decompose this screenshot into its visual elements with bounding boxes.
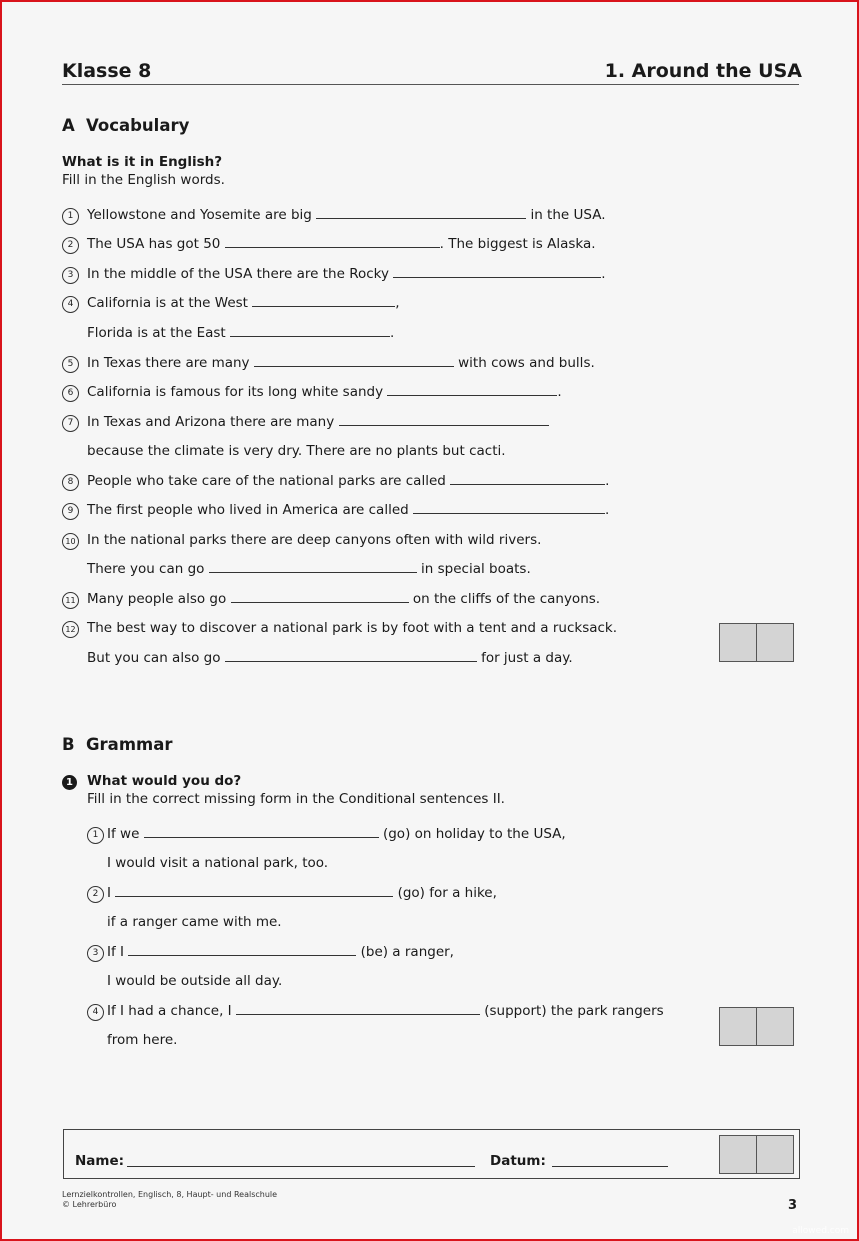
item-text-end: on the cliffs of the canyons. (412, 591, 601, 607)
section-a-instruction: Fill in the English words. (62, 172, 225, 188)
vocab-item-7 (87, 414, 549, 430)
item-text: If we (107, 826, 140, 842)
item-text-end: . (605, 473, 610, 489)
item-number: 1 (87, 827, 104, 844)
section-b-title: Grammar (86, 735, 173, 754)
grammar-item-1-continued: I would visit a national park, too. (107, 855, 329, 871)
section-a-letter: A (62, 116, 75, 135)
vocab-item-7-continued: because the climate is very dry. There are no plants but cacti. (87, 443, 506, 459)
grammar-item-4-continued: from here. (107, 1032, 178, 1048)
answer-blank[interactable] (115, 885, 393, 897)
item-text-end: . (557, 384, 562, 400)
item-number: 10 (62, 533, 79, 550)
item-text-end: (go) on holiday to the USA, (382, 826, 566, 842)
vocab-item-2 (87, 236, 596, 252)
item-text: The USA has got 50 (87, 236, 221, 252)
item-text-end: (support) the park rangers (484, 1003, 664, 1019)
answer-blank[interactable] (387, 384, 557, 396)
answer-blank[interactable] (413, 502, 605, 514)
section-b-heading (62, 735, 172, 754)
answer-blank[interactable] (236, 1003, 480, 1015)
grammar-item-2-continued: if a ranger came with me. (107, 914, 282, 930)
item-text-end: for just a day. (481, 650, 573, 666)
item-text: In Texas and Arizona there are many (87, 414, 335, 430)
grammar-item-3 (107, 944, 454, 960)
answer-blank[interactable] (450, 473, 605, 485)
answer-blank[interactable] (231, 591, 409, 603)
vocab-item-8 (87, 473, 609, 489)
item-number: 6 (62, 385, 79, 402)
page-number: 3 (787, 1198, 797, 1213)
item-text-end: (go) for a hike, (397, 885, 497, 901)
item-text-end: in the USA. (530, 207, 606, 223)
item-text-end: in special boats. (421, 561, 531, 577)
section-b-letter: B (62, 735, 75, 754)
answer-blank[interactable] (254, 355, 454, 367)
vocab-item-10: In the national parks there are deep canyons often with wild rivers. (87, 532, 542, 548)
item-number: 8 (62, 474, 79, 491)
section-b-instruction: Fill in the correct missing form in the Conditional sentences II. (87, 791, 505, 807)
date-field[interactable] (552, 1166, 668, 1167)
vocab-item-5 (87, 355, 595, 371)
item-text: Yellowstone and Yosemite are big (87, 207, 312, 223)
footer-copyright: © Lehrerbüro (62, 1200, 117, 1209)
item-number: 2 (62, 237, 79, 254)
grammar-item-3-continued: I would be outside all day. (107, 973, 283, 989)
item-text-end: . (601, 266, 606, 282)
item-number: 4 (62, 296, 79, 313)
score-box-half (720, 624, 757, 661)
vocab-item-10-continued (87, 561, 531, 577)
item-text: But you can also go (87, 650, 221, 666)
answer-blank[interactable] (339, 414, 549, 426)
vocab-item-4 (87, 295, 400, 311)
item-text: There you can go (87, 561, 205, 577)
grammar-item-2 (107, 885, 497, 901)
item-text-end: . (605, 502, 610, 518)
item-number: 5 (62, 356, 79, 373)
name-field[interactable] (127, 1166, 475, 1167)
section-a-question: What is it in English? (62, 154, 223, 170)
class-label: Klasse 8 (62, 60, 152, 82)
grammar-item-4 (107, 1003, 664, 1019)
vocab-item-4-continued (87, 325, 394, 341)
vocab-item-9 (87, 502, 609, 518)
vocab-item-3 (87, 266, 606, 282)
name-label: Name: (75, 1153, 125, 1169)
vocab-item-12-continued (87, 650, 573, 666)
score-box-a[interactable] (719, 623, 794, 662)
answer-blank[interactable] (252, 295, 395, 307)
item-text-end: . The biggest is Alaska. (439, 236, 596, 252)
item-text: If I (107, 944, 125, 960)
item-text: California is famous for its long white sandy (87, 384, 384, 400)
item-number: 2 (87, 886, 104, 903)
item-text-end: with cows and bulls. (458, 355, 595, 371)
header-divider (62, 84, 799, 85)
vocab-item-1 (87, 207, 606, 223)
item-number: 12 (62, 621, 79, 638)
footer-publication: Lernzielkontrollen, Englisch, 8, Haupt- und Realschule (62, 1190, 278, 1199)
item-text-end: , (395, 295, 400, 311)
item-text: The first people who lived in America are called (87, 502, 409, 518)
item-number: 9 (62, 503, 79, 520)
item-number: 1 (62, 208, 79, 225)
score-box-b[interactable] (719, 1007, 794, 1046)
item-text: In the middle of the USA there are the Rocky (87, 266, 389, 282)
watermark: allowed.com (792, 1226, 849, 1236)
section-b-question: What would you do? (87, 773, 242, 789)
answer-blank[interactable] (316, 207, 526, 219)
answer-blank[interactable] (225, 236, 440, 248)
item-text: Many people also go (87, 591, 227, 607)
date-label: Datum: (490, 1153, 546, 1169)
item-text-end: (be) a ranger, (360, 944, 454, 960)
answer-blank[interactable] (230, 325, 390, 337)
item-text: California is at the West (87, 295, 248, 311)
vocab-item-12: The best way to discover a national park is by foot with a tent and a rucksack. (87, 620, 618, 636)
score-box-half (720, 1008, 757, 1045)
item-number: 11 (62, 592, 79, 609)
answer-blank[interactable] (393, 266, 601, 278)
answer-blank[interactable] (128, 944, 356, 956)
item-text: In Texas there are many (87, 355, 250, 371)
section-a-heading (62, 116, 189, 135)
vocab-item-6 (87, 384, 562, 400)
answer-blank[interactable] (225, 650, 477, 662)
answer-blank[interactable] (209, 561, 417, 573)
grammar-item-1 (107, 826, 566, 842)
item-text: People who take care of the national parks are called (87, 473, 446, 489)
score-box-half (720, 1136, 757, 1173)
item-text-end: . (390, 325, 395, 341)
item-number: 7 (62, 415, 79, 432)
section-a-title: Vocabulary (86, 116, 190, 135)
score-box-total[interactable] (719, 1135, 794, 1174)
item-number: 3 (87, 945, 104, 962)
answer-blank[interactable] (144, 826, 379, 838)
name-date-box (63, 1129, 800, 1179)
exercise-number-badge: 1 (62, 775, 77, 790)
item-text: I (107, 885, 111, 901)
item-number: 3 (62, 267, 79, 284)
unit-title: 1. Around the USA (604, 60, 802, 82)
item-text: If I had a chance, I (107, 1003, 232, 1019)
item-number: 4 (87, 1004, 104, 1021)
vocab-item-11 (87, 591, 600, 607)
item-text: Florida is at the East (87, 325, 226, 341)
